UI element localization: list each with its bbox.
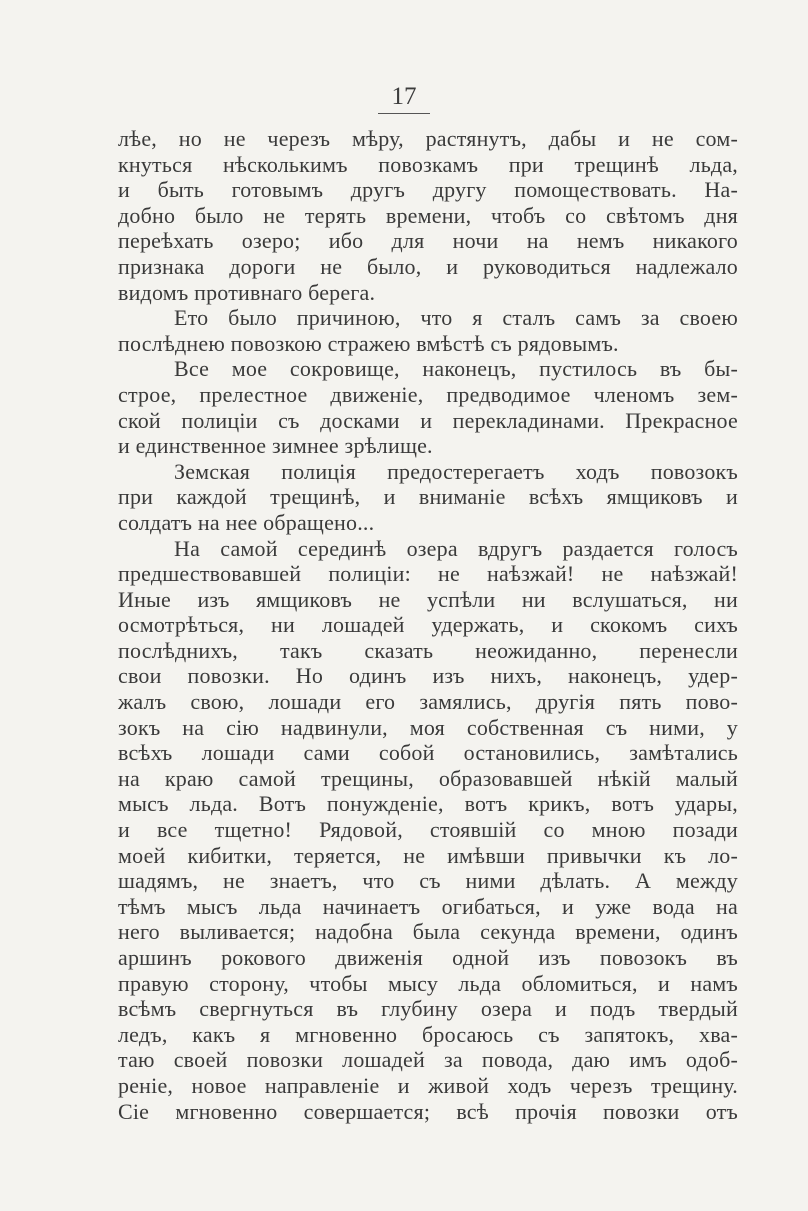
text-line: солдатъ на нее обращено... — [118, 509, 375, 535]
text-line: Сіе мгновенно совершается; всѣ прочія повозки отъ — [118, 1098, 738, 1124]
text-line: кнуться нѣсколькимъ повозкамъ при трещинѣ льда, — [118, 151, 738, 177]
paragraph-start-line: Все мое сокровище, наконецъ, пустилось въ бы- — [174, 356, 738, 382]
text-line: послѣднихъ, такъ сказать неожиданно, перенесли — [118, 637, 738, 663]
paragraph-start-line: На самой серединѣ озера вдругъ раздается голосъ — [174, 535, 738, 561]
text-line: послѣднею повозкою стражею вмѣстѣ съ рядовымъ. — [118, 330, 619, 356]
text-line: предшествовавшей полиціи: не наѣзжай! не наѣзжай! — [118, 561, 738, 587]
text-line: зокъ на сію надвинули, моя собственная съ ними, у — [118, 714, 738, 740]
text-line: него выливается; надобна была секунда времени, одинъ — [118, 919, 738, 945]
page-number: 17 — [378, 82, 430, 114]
text-line: видомъ противнаго берега. — [118, 279, 376, 305]
text-line: осмотрѣться, ни лошадей удержать, и скокомъ сихъ — [118, 612, 738, 638]
text-line: и быть готовымъ другъ другу помоществовать. На- — [118, 177, 738, 203]
text-line: и единственное зимнее зрѣлище. — [118, 433, 433, 459]
text-line: Иные изъ ямщиковъ не успѣли ни вслушаться, ни — [118, 586, 738, 612]
text-line: правую сторону, чтобы мысу льда обломиться, и намъ — [118, 970, 738, 996]
text-line: реніе, новое направленіе и живой ходъ черезъ трещину. — [118, 1072, 738, 1098]
text-line: ледъ, какъ я мгновенно бросаюсь съ запятокъ, хва- — [118, 1021, 738, 1047]
text-line: мысъ льда. Вотъ понужденіе, вотъ крикъ, вотъ удары, — [118, 791, 738, 817]
paragraph-start-line: Земская полиція предостерегаетъ ходъ повозокъ — [174, 458, 738, 484]
text-line: жалъ свою, лошади его замялись, другія пять пово- — [118, 689, 738, 715]
text-line: при каждой трещинѣ, и вниманіе всѣхъ ямщиковъ и — [118, 484, 738, 510]
text-line: переѣхать озеро; ибо для ночи на немъ никакого — [118, 228, 738, 254]
text-line: признака дороги не было, и руководиться надлежало — [118, 253, 738, 279]
text-line: и все тщетно! Рядовой, стоявшій со мною позади — [118, 817, 738, 843]
text-line: лѣе, но не черезъ мѣру, растянутъ, дабы и не сом- — [118, 126, 738, 151]
text-line: ской полиціи съ досками и перекладинами. Прекрасное — [118, 407, 738, 433]
text-line: на краю самой трещины, образовавшей нѣкій малый — [118, 765, 738, 791]
paragraph-start-line: Ето было причиною, что я сталъ самъ за своею — [174, 305, 738, 331]
text-line: всѣмъ свергнуться въ глубину озера и подъ твердый — [118, 996, 738, 1022]
text-line: свои повозки. Но одинъ изъ нихъ, наконецъ, удер- — [118, 663, 738, 689]
text-line: всѣхъ лошади сами собой остановились, замѣтались — [118, 740, 738, 766]
text-line: моей кибитки, теряется, не имѣвши привычки къ ло- — [118, 842, 738, 868]
text-line: аршинъ рокового движенія одной изъ повозокъ въ — [118, 945, 738, 970]
text-line: строе, прелестное движеніе, предводимое членомъ зем- — [118, 381, 738, 407]
body-text — [118, 126, 738, 1124]
text-line: тѣмъ мысъ льда начинаетъ огибаться, и уже вода на — [118, 893, 738, 919]
text-line: таю своей повозки лошадей за повода, даю имъ одоб- — [118, 1047, 738, 1073]
text-line: добно было не терять времени, чтобъ со свѣтомъ дня — [118, 202, 738, 228]
text-line: шадямъ, не знаетъ, что съ ними дѣлать. А между — [118, 868, 738, 894]
